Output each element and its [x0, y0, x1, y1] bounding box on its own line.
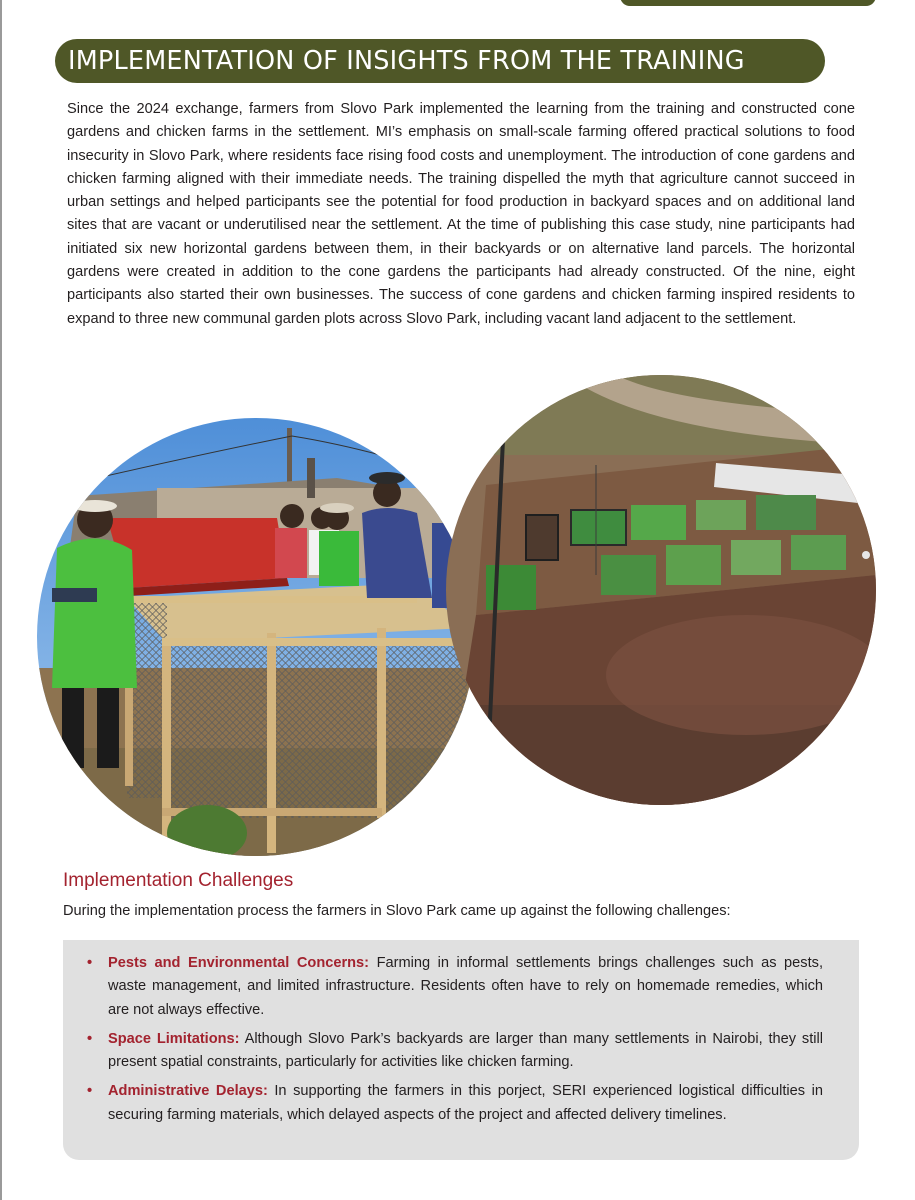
challenges-heading: Implementation Challenges: [63, 870, 294, 891]
challenges-list: [87, 952, 823, 1127]
challenge-term: Administrative Delays:: [108, 1083, 268, 1100]
challenge-item: [87, 952, 823, 1022]
section-banner: [55, 39, 825, 83]
intro-paragraph: Since the 2024 exchange, farmers from Slovo Park implemented the learning from the training and constructed cone gardens and chicken farms in the settlement. MI’s emphasis on small-scale farming offered practical solutions to food insecurity in Slovo Park, where residents face rising food costs and unemployment. The introduction of cone gardens and chicken farming aligned with their immediate needs. The training dispelled the myth that agriculture cannot succeed in urban settings and helped participants see the potential for food production in backyard spaces and on additional land sites that are vacant or underutilised near the settlement. At the time of publishing this case study, nine participants had initiated six new horizontal gardens between them, in their backyards or on alternative land parcels. The horizontal gardens were created in addition to the cone gardens the participants had already constructed. Of the nine, eight participants also started their own businesses. The success of cone gardens and chicken farming inspired residents to expand to three new communal garden plots across Slovo Park, including vacant land adjacent to the settlement.: [67, 101, 855, 327]
page-edge-rule: [0, 0, 2, 1200]
bullet-icon: •: [87, 1030, 93, 1047]
challenge-item: [87, 1028, 823, 1075]
top-tab-decoration: [620, 0, 876, 6]
bullet-icon: •: [87, 1083, 93, 1100]
challenges-panel: [63, 940, 859, 1160]
challenge-item: [87, 1080, 823, 1127]
challenge-term: Space Limitations:: [108, 1030, 240, 1047]
bullet-icon: •: [87, 955, 93, 971]
section-title: IMPLEMENTATION OF INSIGHTS FROM THE TRAINING: [68, 46, 745, 76]
photo-aerial-gardens: [446, 375, 876, 805]
challenge-text: In supporting the farmers in this porject, SERI experienced logistical difficulties in securing farming materials, which delayed aspects of the project and affected delivery timelines.: [108, 1083, 823, 1123]
challenge-text: Although Slovo Park’s backyards are larger than many settlements in Nairobi, they still present spatial constraints, particularly for activities like chicken farming.: [108, 1030, 824, 1071]
challenges-intro: During the implementation process the farmers in Slovo Park came up against the following challenges:: [63, 903, 731, 919]
challenge-term: Pests and Environmental Concerns:: [108, 955, 370, 971]
challenge-text: Farming in informal settlements brings challenges such as pests, waste management, and limited infrastructure. Residents often have to rely on homemade remedies, which are not always effective.: [108, 955, 823, 1018]
photo-chicken-coop: [37, 418, 475, 856]
